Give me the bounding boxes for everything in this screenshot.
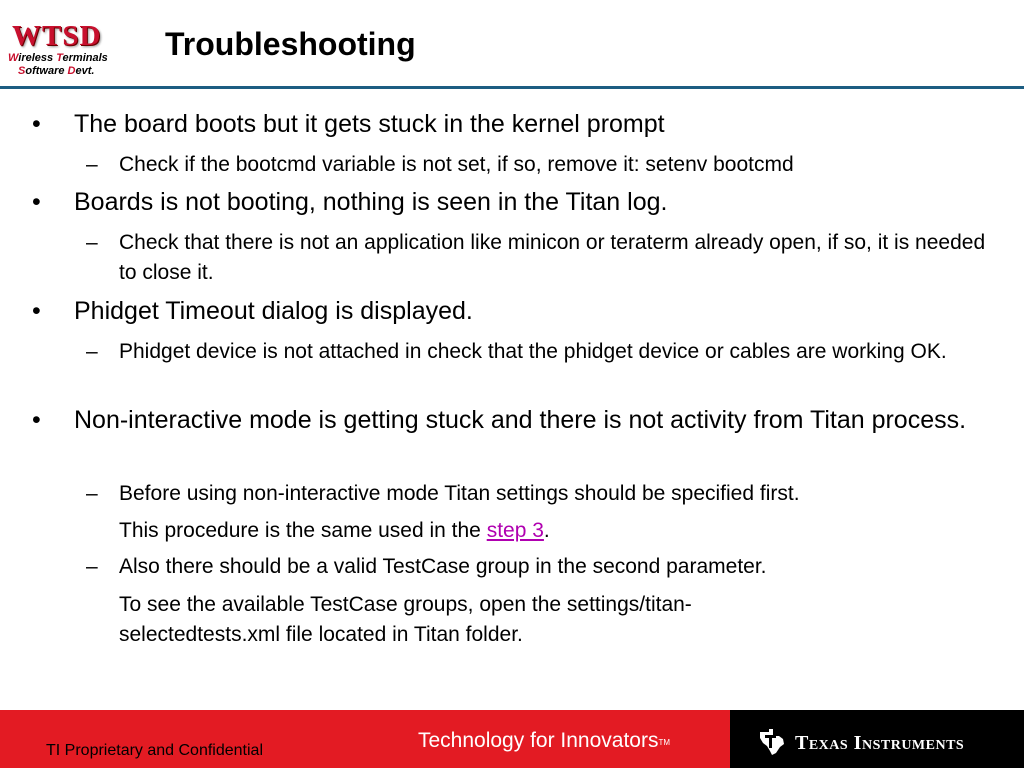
bullet-item-2: [32, 186, 1004, 219]
trademark-mark: TM: [658, 738, 671, 747]
bullet-icon: •: [32, 188, 41, 216]
logo-text: oftware: [25, 65, 68, 77]
bullet-icon: •: [32, 297, 41, 325]
dash-icon: –: [86, 340, 98, 363]
sub-item-2: [86, 228, 999, 288]
dash-icon: –: [86, 555, 98, 578]
ti-state-icon: [757, 727, 787, 757]
logo-text: ireless: [18, 52, 57, 64]
sub-item-text: To see the available TestCase groups, open the settings/titan-selectedtests.xml file located in Titan folder.: [119, 593, 692, 646]
ti-wordmark: Texas Instruments: [795, 732, 965, 754]
wtsd-logo-line2: [18, 65, 94, 78]
wtsd-logo: [6, 22, 134, 78]
footer-tagline: [418, 728, 670, 754]
sub-item-4: [86, 479, 999, 509]
wtsd-logo-line1: [8, 52, 108, 65]
sub-item-4-continuation: [119, 516, 999, 546]
step-3-link[interactable]: step 3: [486, 519, 544, 542]
sub-item-text: Also there should be a valid TestCase group in the second parameter.: [119, 555, 767, 578]
bullet-text: The board boots but it gets stuck in the kernel prompt: [74, 110, 665, 138]
sub-item-text: Before using non-interactive mode Titan settings should be specified first.: [119, 482, 800, 505]
sub-item-text: Check that there is not an application like minicon or teraterm already open, if so, it is needed to close it.: [119, 231, 986, 284]
dash-icon: –: [86, 482, 98, 505]
dash-icon: –: [86, 153, 98, 176]
title-divider: [0, 86, 1024, 89]
sub-item-text: This procedure is the same used in the: [119, 519, 487, 542]
sub-item-3: [86, 337, 999, 367]
sub-item-5: [86, 552, 999, 582]
bullet-text: Boards is not booting, nothing is seen in the Titan log.: [74, 188, 668, 216]
bullet-item-3: [32, 295, 1004, 328]
sub-item-text: Check if the bootcmd variable is not set, if so, remove it: setenv bootcmd: [119, 153, 794, 176]
bullet-item-1: [32, 108, 1004, 141]
bullet-item-4: [32, 404, 1004, 437]
bullet-icon: •: [32, 406, 41, 434]
wtsd-logo-mark: WTSD: [12, 20, 102, 52]
logo-text: erminals: [62, 52, 108, 64]
sub-item-text: Phidget device is not attached in check that the phidget device or cables are working OK.: [119, 340, 947, 363]
slide-title: Troubleshooting: [165, 26, 416, 62]
logo-cap: D: [67, 65, 76, 77]
texas-instruments-logo: [757, 727, 997, 757]
sub-item-text: .: [543, 519, 550, 542]
logo-cap: S: [18, 65, 26, 77]
logo-text: evt.: [75, 65, 95, 77]
footer-band: [0, 710, 1024, 768]
logo-cap: T: [56, 52, 63, 64]
logo-cap: W: [8, 52, 19, 64]
bullet-text: Phidget Timeout dialog is displayed.: [74, 297, 473, 325]
sub-item-1: [86, 150, 999, 180]
footer-confidential: TI Proprietary and Confidential: [46, 742, 263, 759]
bullet-text: Non-interactive mode is getting stuck and there is not activity from Titan process.: [74, 406, 967, 434]
bullet-icon: •: [32, 110, 41, 138]
sub-item-5-continuation: [119, 590, 839, 650]
tagline-text: Technology for Innovators: [418, 729, 659, 752]
dash-icon: –: [86, 231, 98, 254]
